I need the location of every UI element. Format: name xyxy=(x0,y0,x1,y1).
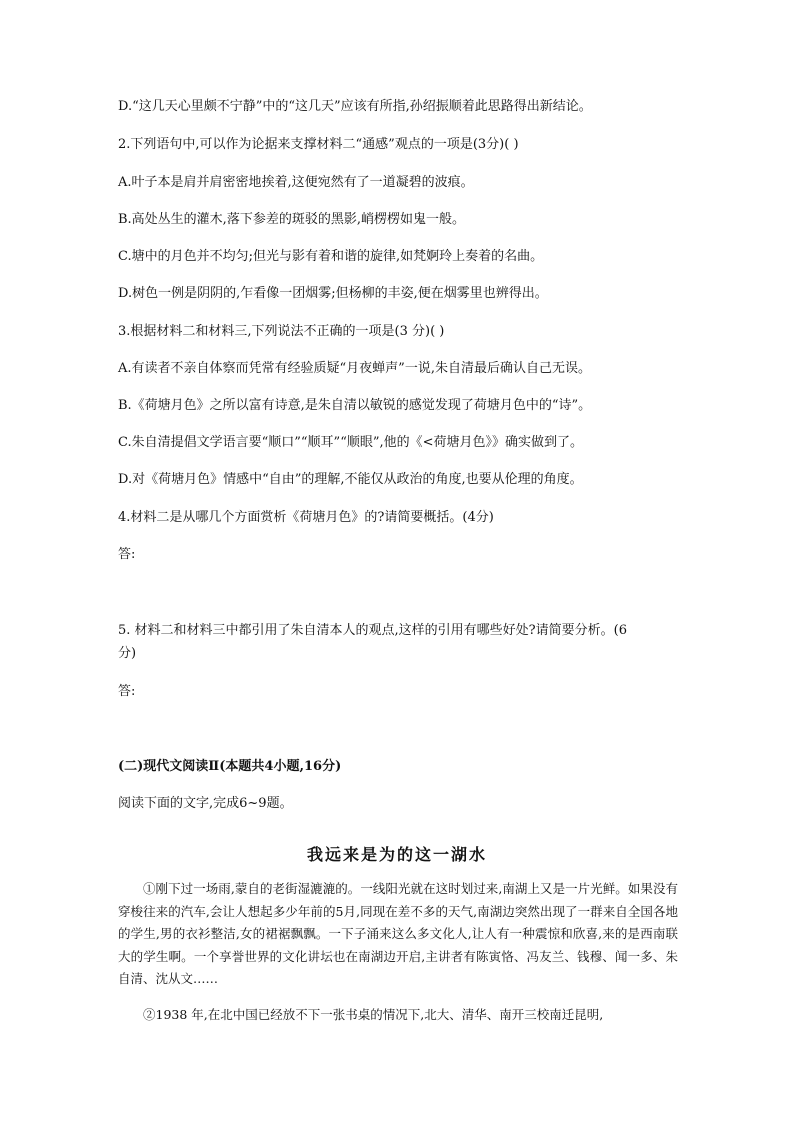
q5-answer-label: 答: xyxy=(118,684,136,699)
article-paragraph-1: ①刚下过一场雨,蒙自的老街湿漉漉的。一线阳光就在这时划过来,南湖上又是一片光鲜。如果没有穿梭往来的汽车,会让人想起多少年前的5月,同现在差不多的天气,南湖边突然出现了一群来自全国各地的学生,男的衣衫整洁,女的裙裾飘飘。一下子涌来这么多文化人,让人有一种震惊和欣喜,来的是西南联大的学生啊。一个享誉世界的文化讲坛也在南湖边开启,主讲者有陈寅恪、冯友兰、钱穆、闻一多、朱自清、沈从文…… xyxy=(118,881,678,986)
q2-option-a: A.叶子本是肩并肩密密地挨着,这便宛然有了一道凝碧的波痕。 xyxy=(118,175,474,190)
q3-option-c: C.朱自清提倡文学语言要“顺口”“顺耳”“顺眼”,他的《<荷塘月色》》确实做到了。 xyxy=(118,435,584,450)
q3-option-b: B.《荷塘月色》之所以富有诗意,是朱自清以敏锐的感觉发现了荷塘月色中的“诗”。 xyxy=(118,398,592,413)
q2-option-b: B.高处丛生的灌木,落下参差的斑驳的黑影,峭楞楞如鬼一般。 xyxy=(118,212,465,227)
q2-option-d: D.树色一例是阴阴的,乍看像一团烟雾;但杨柳的丰姿,便在烟雾里也辨得出。 xyxy=(118,286,548,301)
q5-stem-line2: 分) xyxy=(118,646,137,661)
q4-stem: 4.材料二是从哪几个方面赏析《荷塘月色》的?请简要概括。(4分) xyxy=(118,510,494,525)
q3-option-a: A.有读者不亲自体察而凭常有经验质疑“月夜蝉声”一说,朱自清最后确认自己无误。 xyxy=(118,361,591,376)
section-instruction: 阅读下面的文字,完成6~9题。 xyxy=(118,796,293,811)
q3-option-d: D.对《荷塘月色》情感中“自由”的理解,不能仅从政治的角度,也要从伦理的角度。 xyxy=(118,472,583,487)
article-title: 我远来是为的这一湖水 xyxy=(306,845,487,864)
section-heading: (二)现代文阅读Ⅱ(本题共4小题,16分) xyxy=(118,759,342,774)
article-paragraph-2: ②1938 年,在北中国已经放不下一张书桌的情况下,北大、清华、南开三校南迁昆明, xyxy=(143,1007,604,1022)
q1-option-d: D.“这几天心里颇不宁静”中的“这几天”应该有所指,孙绍振顺着此思路得出新结论。 xyxy=(118,99,592,114)
q2-stem: 2.下列语句中,可以作为论据来支撑材料二“通感”观点的一项是(3分)( ) xyxy=(118,137,519,152)
q2-option-c: C.塘中的月色并不均匀;但光与影有着和谐的旋律,如梵婀玲上奏着的名曲。 xyxy=(118,249,544,264)
q4-answer-label: 答: xyxy=(118,547,136,562)
q3-stem: 3.根据材料二和材料三,下列说法不正确的一项是(3 分)( ) xyxy=(118,324,445,339)
q5-stem-line1: 5. 材料二和材料三中都引用了朱自清本人的观点,这样的引用有哪些好处?请简要分析。(6 xyxy=(118,623,627,638)
